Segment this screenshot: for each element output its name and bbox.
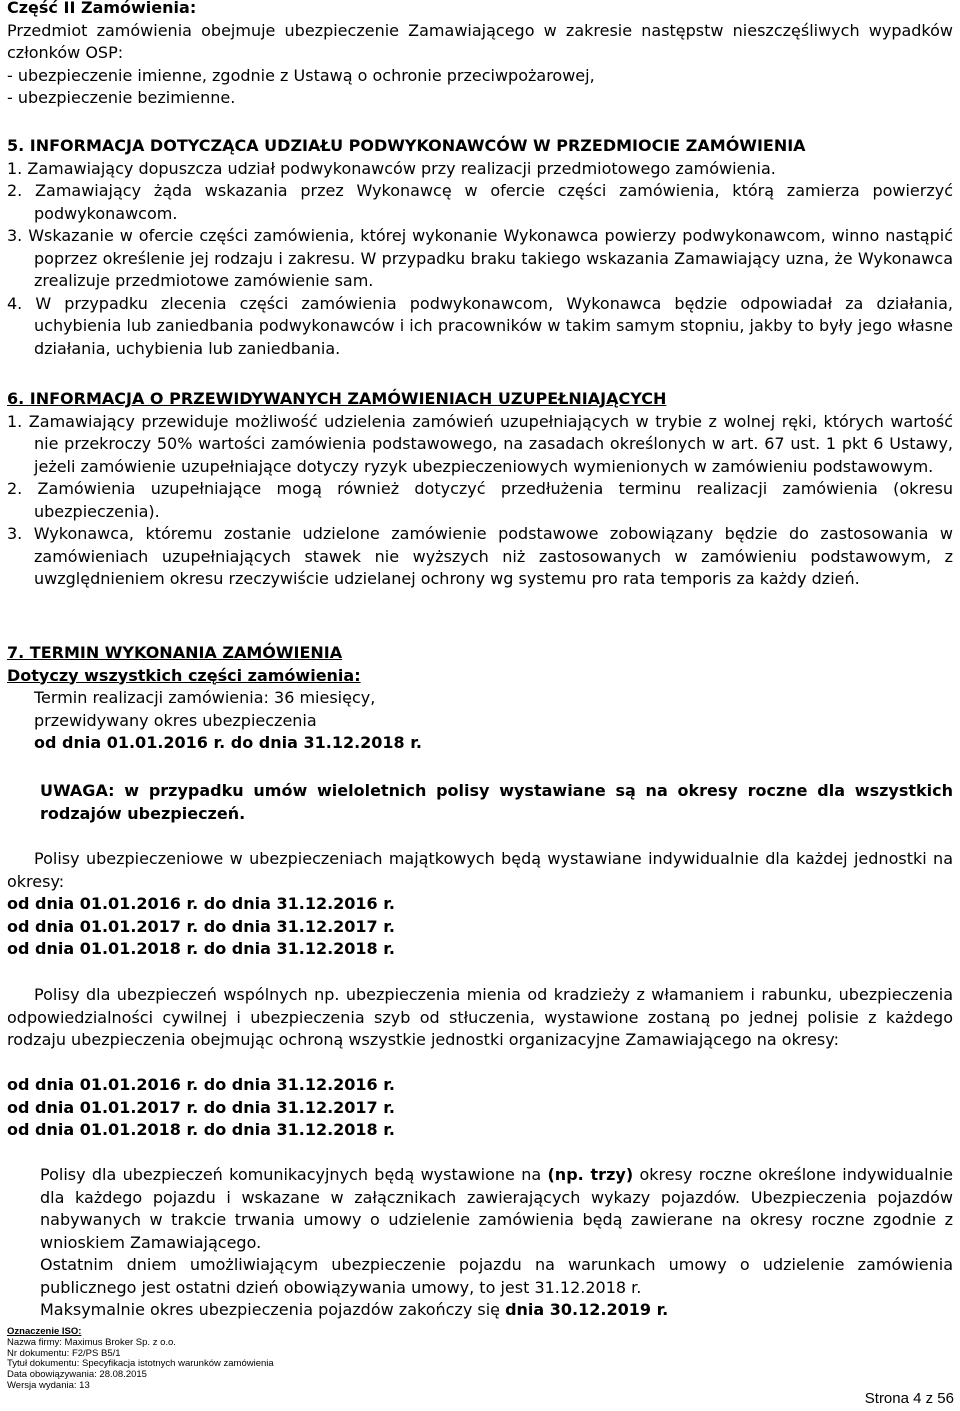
part2-text: Przedmiot zamówienia obejmuje ubezpieczenie Zamawiającego w zakresie następstw nieszczęśliwych wypadków członków OSP: — [7, 20, 953, 62]
section-7 — [7, 642, 953, 755]
property-periods — [7, 893, 953, 961]
section-6-item-1: 1. Zamawiający przewiduje możliwość udzielenia zamówień uzupełniających w trybie z wolnej ręki, których wartość nie przekroczy 50% wartości zamówienia podstawowego, na zasadach określonych w art. 67 ust. 1 pkt 6 Ustawy, jeżeli zamówienie uzupełniające dotyczy ryzyk ubezpieczeniowych wymienionych w zamówieniu podstawowym. — [7, 411, 953, 476]
joint-policies-text: Polisy dla ubezpieczeń wspólnych np. ubezpieczenia mienia od kradzieży z włamaniem i rabunku, ubezpieczenia odpowiedzialności cywilnej i ubezpieczenia szyb od stłuczenia, wystawione zostaną po jednej polisie z każdego rodzaju ubezpieczenia obejmując ochroną wszystkie jednostki organizacyjne Zamawiającego na okresy: — [7, 985, 953, 1049]
iso-footer — [7, 1327, 953, 1392]
joint-period-2018: od dnia 01.01.2018 r. do dnia 31.12.2018 r. — [7, 1120, 395, 1139]
motor-max-text — [40, 1299, 953, 1322]
section-5 — [7, 135, 953, 360]
part2-item-2: - ubezpieczenie bezimienne. — [7, 88, 236, 107]
iso-footer-title: Oznaczenie ISO: — [7, 1326, 82, 1337]
iso-company: Nazwa firmy: Maximus Broker Sp. z o.o. — [7, 1336, 176, 1348]
joint-period-2016: od dnia 01.01.2016 r. do dnia 31.12.2016 r. — [7, 1075, 395, 1094]
term-line-2: przewidywany okres ubezpieczenia — [34, 710, 317, 730]
section-5-item-2: 2. Zamawiający żąda wskazania przez Wykonawcę w ofercie części zamówienia, którą zamierza powierzyć podwykonawcom. — [7, 181, 953, 223]
motor-policies-text — [40, 1164, 953, 1254]
part2-title: Część II Zamówienia: — [7, 0, 197, 17]
note-annual-policies: UWAGA: w przypadku umów wieloletnich polisy wystawiane są na okresy roczne dla wszystkich rodzajów ubezpieczeń. — [40, 781, 953, 823]
part2-section — [7, 0, 953, 110]
motor-text-bold: (np. trzy) — [547, 1165, 634, 1184]
property-policies-text: Polisy ubezpieczeniowe w ubezpieczeniach majątkowych będą wystawiane indywidualnie dla każdej jednostki na okresy: — [7, 849, 953, 891]
section-6-heading: 6. INFORMACJA O PRZEWIDYWANYCH ZAMÓWIENIACH UZUPEŁNIAJĄCYCH — [7, 389, 667, 408]
section-5-item-3: 3. Wskazanie w ofercie części zamówienia, której wykonanie Wykonawca powierzy podwykonawcom, winno nastąpić poprzez określenie jej rodzaju i zakresu. W przypadku braku takiego wskazania Zamawiający uzna, że Wykonawca zrealizuje przedmiotowe zamówienie sam. — [7, 226, 953, 290]
property-period-2018: od dnia 01.01.2018 r. do dnia 31.12.2018 r. — [7, 939, 395, 958]
motor-max-date: dnia 30.12.2019 r. — [505, 1300, 669, 1319]
property-period-2016: od dnia 01.01.2016 r. do dnia 31.12.2016 r. — [7, 894, 395, 913]
iso-version: Wersja wydania: 13 — [7, 1379, 90, 1391]
motor-text-c: okresy roczne określone indywidualnie dla każdego pojazdu i wskazane w załącznikach zawierających wykazy pojazdów. Ubezpieczenia pojazdów nabywanych w trakcie trwania umowy o udzielenie zamówienia będą zawierane na okresy roczne zgodnie z wnioskiem Zamawiającego. — [40, 1165, 953, 1252]
joint-periods — [7, 1074, 953, 1142]
joint-period-2017: od dnia 01.01.2017 r. do dnia 31.12.2017 r. — [7, 1097, 395, 1117]
section-5-heading: 5. INFORMACJA DOTYCZĄCA UDZIAŁU PODWYKONAWCÓW W PRZEDMIOCIE ZAMÓWIENIA — [7, 136, 806, 155]
property-period-2017: od dnia 01.01.2017 r. do dnia 31.12.2017 r. — [7, 916, 395, 936]
section-6-item-3: 3. Wykonawca, któremu zostanie udzielone zamówienie podstawowe zobowiązany będzie do zastosowania w zamówieniach uzupełniających stawek nie wyższych niż zastosowanych w zamówieniu podstawowym, z uwzględnieniem okresu rzeczywiście udzielanej ochrony wg systemu pro rata temporis za każdy dzień. — [7, 524, 953, 588]
section-7-heading: 7. TERMIN WYKONANIA ZAMÓWIENIA — [7, 643, 343, 662]
iso-document-title: Tytuł dokumentu: Specyfikacja istotnych warunków zamówienia — [7, 1358, 274, 1370]
term-line-1: Termin realizacji zamówienia: 36 miesięcy, — [34, 688, 376, 707]
part2-item-1: - ubezpieczenie imienne, zgodnie z Ustawą o ochronie przeciwpożarowej, — [7, 65, 595, 85]
iso-document-number: Nr dokumentu: F2/PS B5/1 — [7, 1347, 121, 1359]
section-7-subheading: Dotyczy wszystkich części zamówienia: — [7, 665, 361, 685]
section-6 — [7, 388, 953, 591]
motor-policies — [40, 1164, 953, 1322]
section-5-item-1: 1. Zamawiający dopuszcza udział podwykonawców przy realizacji przedmiotowego zamówienia. — [7, 158, 776, 178]
motor-max-a: Maksymalnie okres ubezpieczenia pojazdów zakończy się — [40, 1300, 506, 1319]
section-6-item-2: 2. Zamówienia uzupełniające mogą również dotyczyć przedłużenia terminu realizacji zamówienia (okresu ubezpieczenia). — [7, 479, 953, 521]
motor-last-day-text: Ostatnim dniem umożliwiającym ubezpieczenie pojazdu na warunkach umowy o udzielenie zamówienia publicznego jest ostatni dzień obowiązywania umowy, to jest 31.12.2018 r. — [40, 1255, 953, 1297]
motor-text-a: Polisy dla ubezpieczeń komunikacyjnych będą wystawione na — [40, 1165, 548, 1184]
term-period: od dnia 01.01.2016 r. do dnia 31.12.2018 r. — [34, 733, 422, 752]
iso-validity-date: Data obowiązywania: 28.08.2015 — [7, 1369, 147, 1381]
page-number: Strona 4 z 56 — [864, 1390, 954, 1407]
section-5-item-4: 4. W przypadku zlecenia części zamówienia podwykonawcom, Wykonawca będzie odpowiadał za działania, uchybienia lub zaniedbania podwykonawców i ich pracowników w takim samym stopniu, jakby to były jego własne działania, uchybienia lub zaniedbania. — [7, 293, 953, 358]
